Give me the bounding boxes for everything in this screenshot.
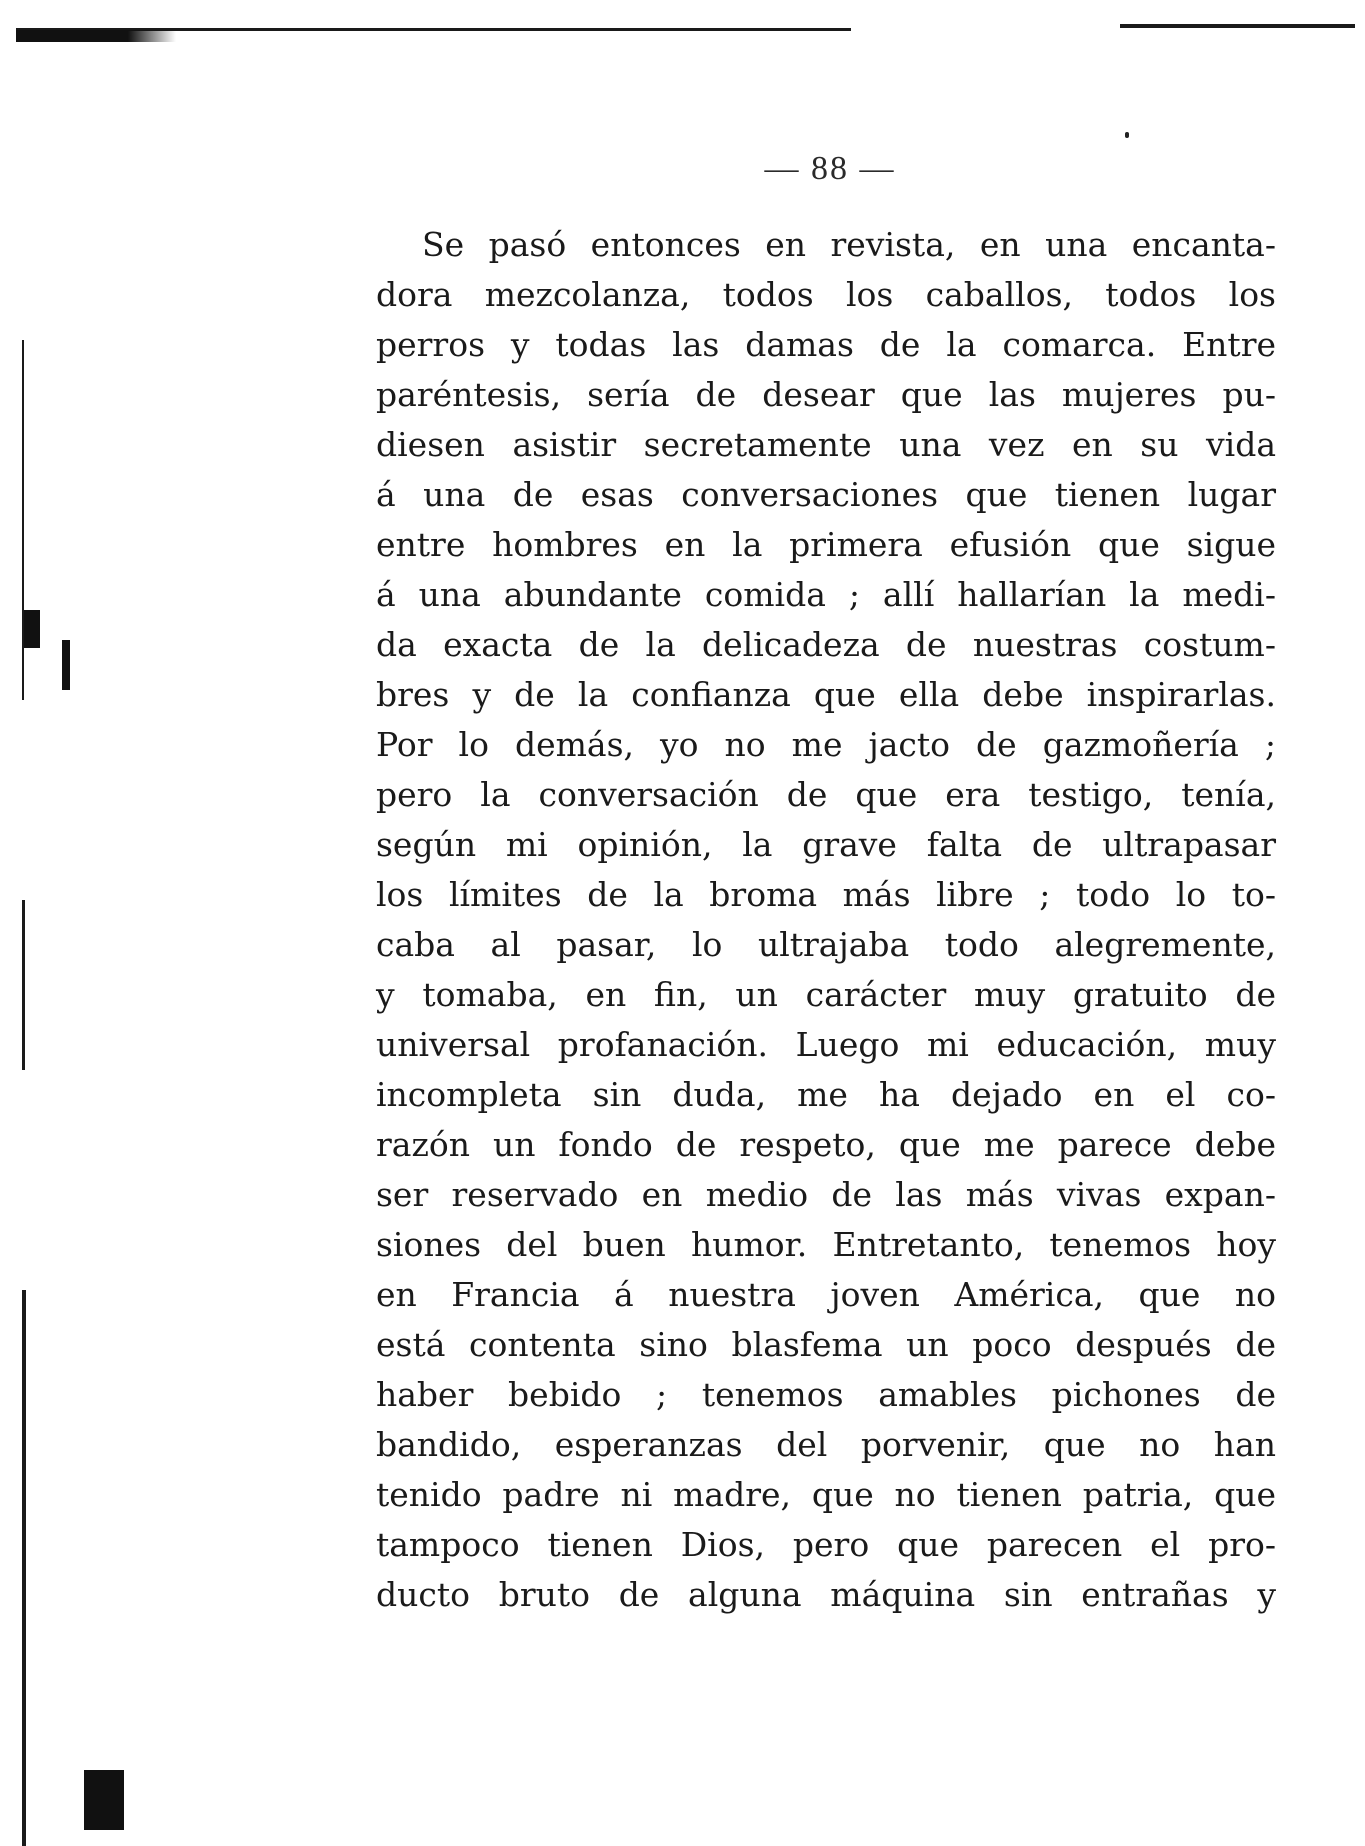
text-line: incompleta sin duda, me ha dejado en el co- [376, 1075, 1276, 1114]
text-line: perros y todas las damas de la comarca. Entre [376, 325, 1276, 364]
left-margin-blob [62, 640, 70, 690]
left-margin-blob [24, 610, 40, 648]
text-line: pero la conversación de que era testigo, tenía, [376, 775, 1276, 814]
left-margin-line [22, 900, 25, 1070]
left-margin-line [22, 1290, 26, 1846]
text-line: dora mezcolanza, todos los caballos, todos los [376, 275, 1276, 314]
text-line: bandido, esperanzas del porvenir, que no han [376, 1425, 1276, 1464]
text-line: y tomaba, en fin, un carácter muy gratuito de [376, 975, 1276, 1014]
ink-speck [1125, 132, 1129, 138]
text-line: en Francia á nuestra joven América, que no [376, 1275, 1276, 1314]
text-line: ducto bruto de alguna máquina sin entrañas y [376, 1575, 1276, 1614]
text-line: los límites de la broma más libre ; todo lo to- [376, 875, 1276, 914]
text-line: Se pasó entonces en revista, en una encanta- [422, 225, 1276, 264]
left-margin-blob [84, 1770, 124, 1830]
text-line: está contenta sino blasfema un poco después de [376, 1325, 1276, 1364]
text-line: á una de esas conversaciones que tienen lugar [376, 475, 1276, 514]
text-line: á una abundante comida ; allí hallarían la medi- [376, 575, 1276, 614]
text-line: razón un fondo de respeto, que me parece debe [376, 1125, 1276, 1164]
text-line: entre hombres en la primera efusión que sigue [376, 525, 1276, 564]
text-line: da exacta de la delicadeza de nuestras costum- [376, 625, 1276, 664]
text-line: bres y de la confianza que ella debe inspirarlas. [376, 675, 1276, 714]
top-scan-rule-right [1120, 24, 1355, 28]
text-line: paréntesis, sería de desear que las mujeres pu- [376, 375, 1276, 414]
text-line: universal profanación. Luego mi educación, muy [376, 1025, 1276, 1064]
text-line: ser reservado en medio de las más vivas expan- [376, 1175, 1276, 1214]
text-line: tenido padre ni madre, que no tienen patria, que [376, 1475, 1276, 1514]
text-line: haber bebido ; tenemos amables pichones de [376, 1375, 1276, 1414]
text-line: tampoco tienen Dios, pero que parecen el pro- [376, 1525, 1276, 1564]
body-paragraph [376, 220, 1276, 1620]
text-line: diesen asistir secretamente una vez en su vida [376, 425, 1276, 464]
text-line: caba al pasar, lo ultrajaba todo alegremente, [376, 925, 1276, 964]
page-number: — 88 — [764, 150, 896, 187]
text-line: Por lo demás, yo no me jacto de gazmoñería ; [376, 725, 1276, 764]
top-scan-smudge [16, 30, 176, 42]
text-line: según mi opinión, la grave falta de ultrapasar [376, 825, 1276, 864]
text-line: siones del buen humor. Entretanto, tenemos hoy [376, 1225, 1276, 1264]
